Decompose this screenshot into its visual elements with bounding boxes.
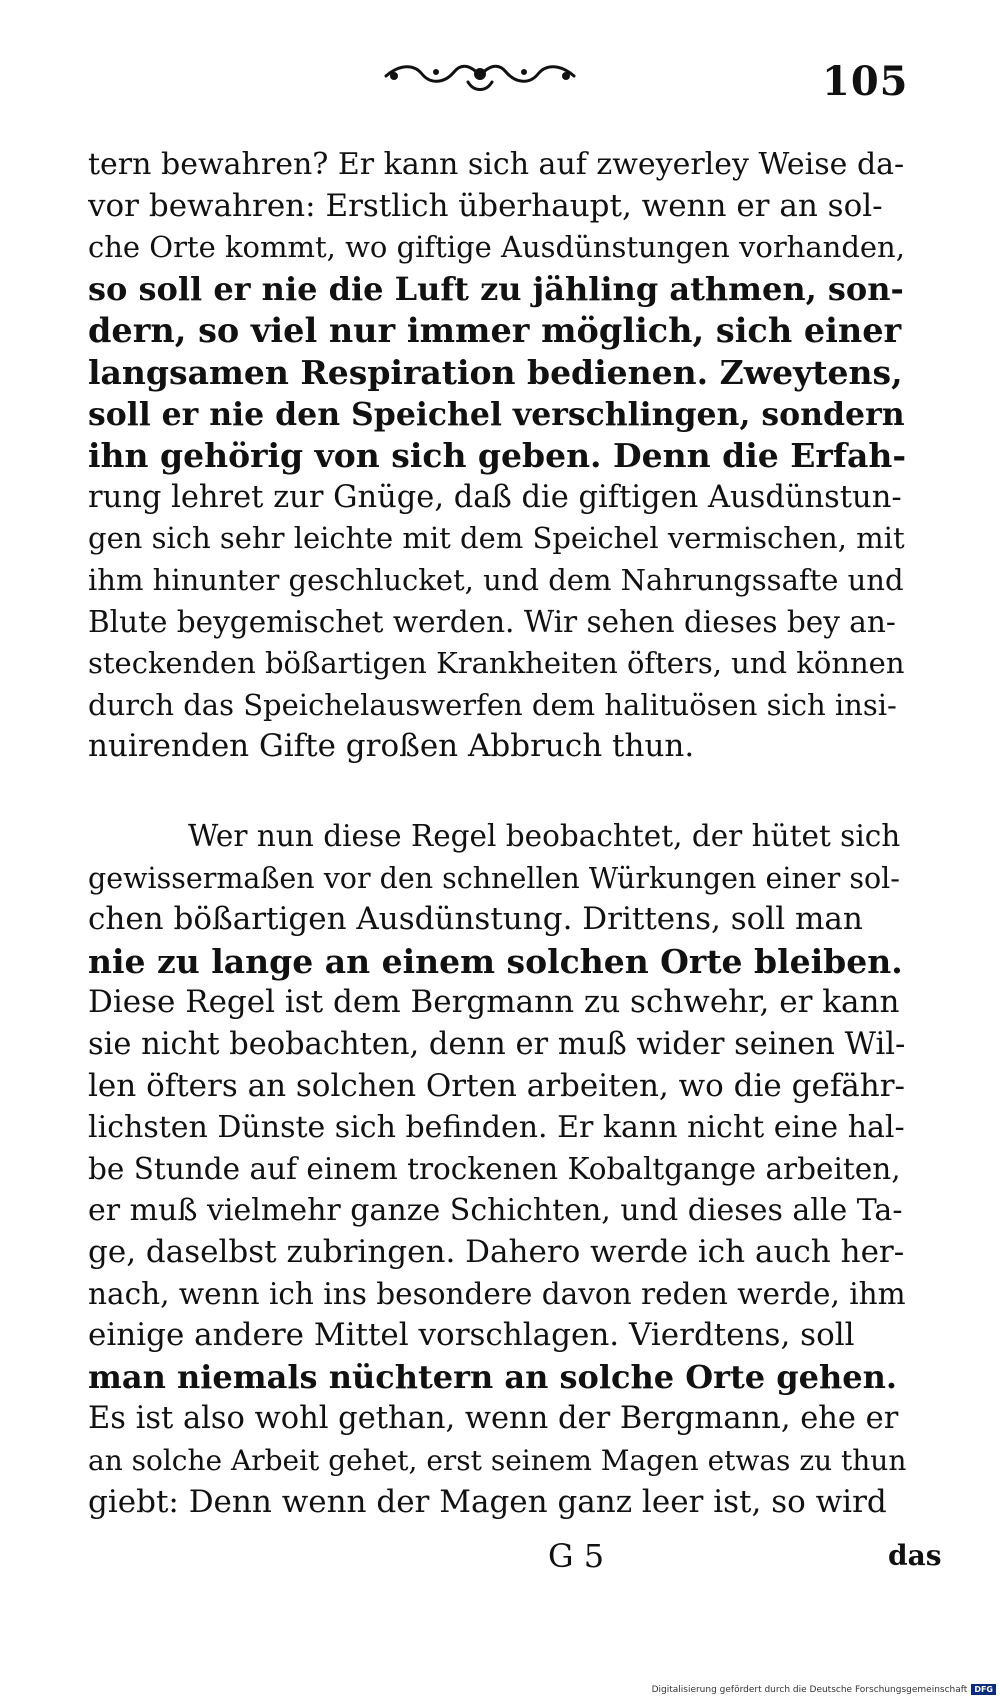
page-number: 105 [822,58,909,105]
text-line: nie zu lange an einem solchen Orte bleiben. [88,941,903,981]
text-line: an solche Arbeit gehet, erst seinem Magen etwas zu thun [88,1443,907,1477]
text-line: ge, daselbst zubringen. Dahero werde ich auch her- [88,1233,905,1270]
text-line: dern, so viel nur immer möglich, sich einer [88,311,902,351]
text-line: steckenden bößartigen Krankheiten öfters, und können [88,646,905,681]
dfg-logo-icon: DFG [971,1684,996,1695]
text-line: sie nicht beobachten, denn er muß wider seinen Wil- [88,1026,906,1062]
text-line: ihm hinunter geschlucket, und dem Nahrungssafte und [88,562,904,597]
text-line: nuirenden Gifte großen Abbruch thun. [88,728,695,765]
text-line: Wer nun diese Regel beobachtet, der hütet sich [188,819,901,853]
text-line: gewissermaßen vor den schnellen Würkungen einer sol- [88,861,900,895]
paragraph-1 [88,144,908,768]
footer-text: Digitalisierung gefördert durch die Deutsche Forschungsgemeinschaft [651,1684,968,1695]
text-line: Diese Regel ist dem Bergmann zu schwehr, er kann [88,984,900,1021]
text-line: langsamen Respiration bedienen. Zweytens, [88,352,903,392]
text-line: gen sich sehr leichte mit dem Speichel vermischen, mit [88,521,905,556]
text-line: soll er nie den Speichel verschlingen, sondern [88,395,905,433]
text-line: Es ist also wohl gethan, wenn der Bergmann, ehe er [88,1401,899,1437]
text-line: tern bewahren? Er kann sich auf zweyerley Weise da- [88,147,905,182]
text-line: so soll er nie die Luft zu jähling athmen, son- [88,269,904,308]
text-line: be Stunde auf einem trockenen Kobaltgange arbeiten, [88,1151,901,1186]
text-line: giebt: Denn wenn der Magen ganz leer ist, so wird [88,1483,887,1520]
text-line: Blute beygemischet werden. Wir sehen dieses bey an- [88,604,896,639]
text-line: len öfters an solchen Orten arbeiten, wo die gefähr- [88,1067,906,1104]
text-line: che Orte kommt, wo giftige Ausdünstungen vorhanden, [88,230,905,265]
text-line: vor bewahren: Erstlich überhaupt, wenn er an sol- [88,187,883,224]
text-line: durch das Speichelauswerfen dem halituösen sich insi- [88,687,897,722]
signature-mark: G 5 [548,1537,605,1575]
paragraph-2 [88,816,908,1523]
text-line: rung lehret zur Gnüge, daß die giftigen Ausdünstun- [88,479,902,515]
text-line: man niemals nüchtern an solche Orte gehen. [88,1357,898,1396]
ornament-icon [380,52,580,100]
text-line: chen bößartigen Ausdünstung. Drittens, soll man [88,901,863,938]
text-line: ihn gehörig von sich geben. Denn die Erfah- [88,436,907,476]
text-line: er muß vielmehr ganze Schichten, und dieses alle Ta- [88,1193,903,1229]
text-line: lichsten Dünste sich befinden. Er kann nicht eine hal- [88,1110,905,1146]
catchword: das [888,1539,942,1572]
footer [652,1684,996,1695]
text-line: nach, wenn ich ins besondere davon reden werde, ihm [88,1276,906,1311]
text-line: einige andere Mittel vorschlagen. Vierdtens, soll [88,1317,855,1354]
